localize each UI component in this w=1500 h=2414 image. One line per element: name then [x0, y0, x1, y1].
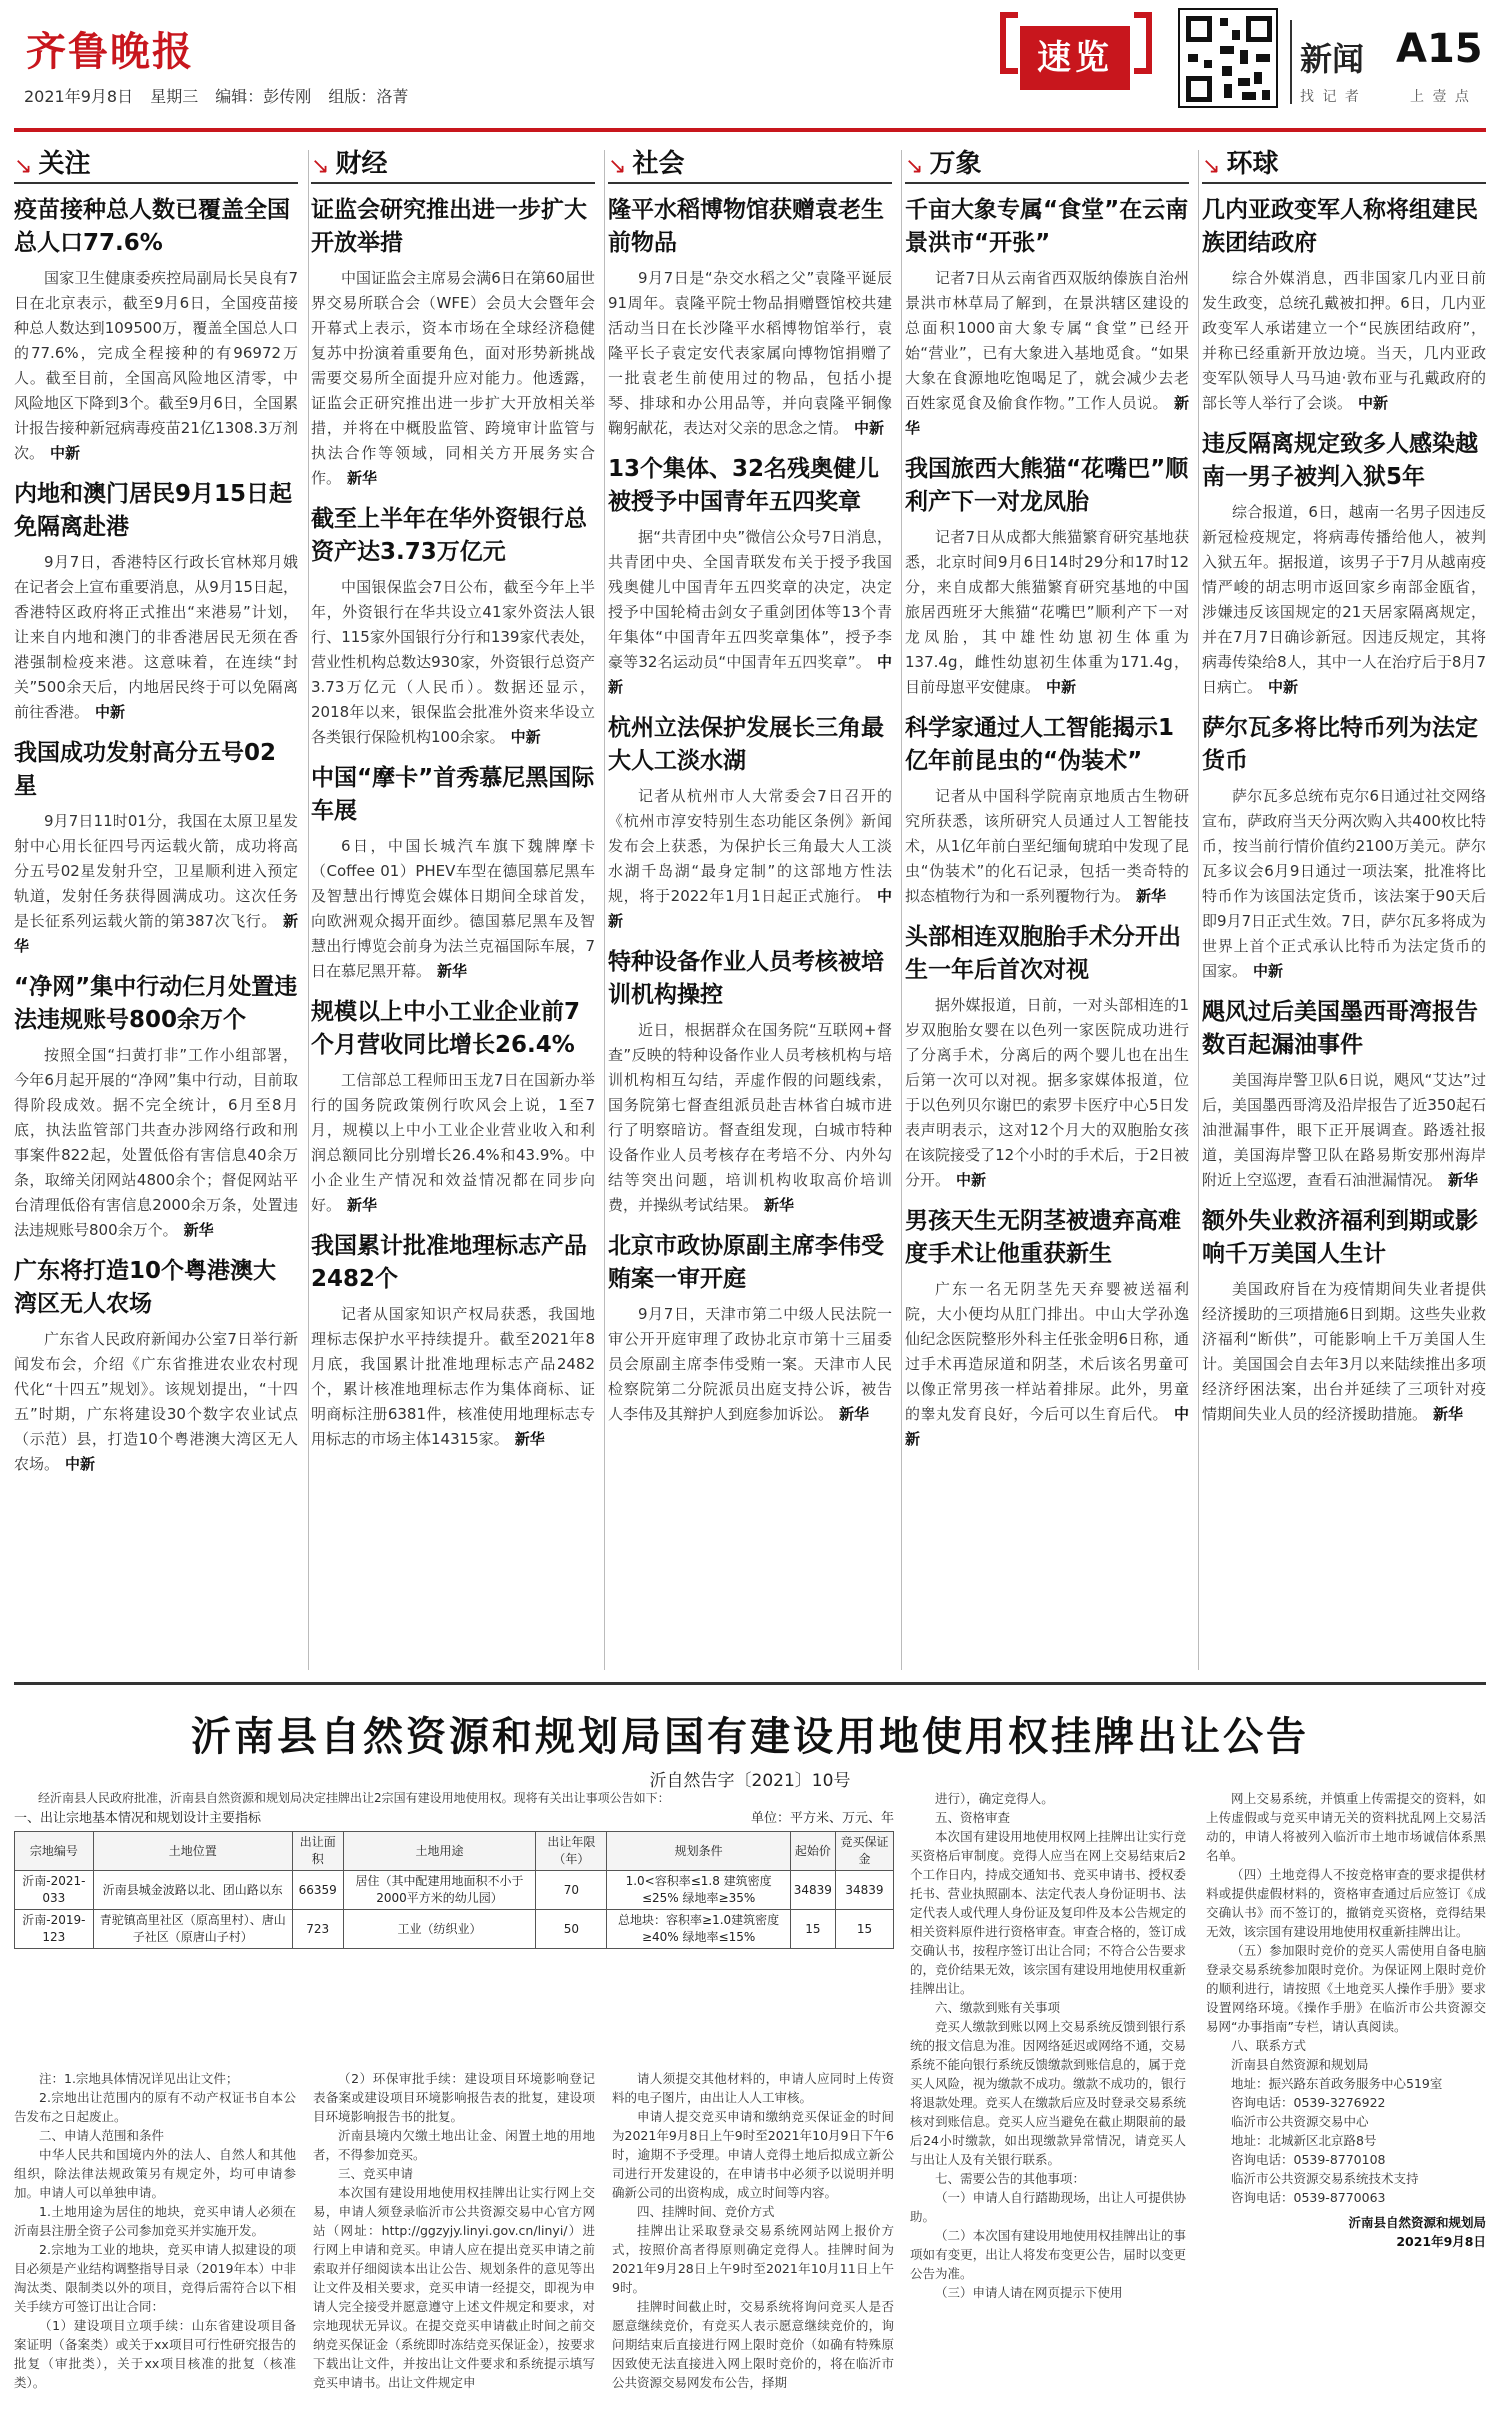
heading-arrow-icon: ↘: [14, 154, 33, 179]
article-source: 新华: [514, 1430, 545, 1448]
article-text: 萨尔瓦多总统布克尔6日通过社交网络宣布，萨政府当天分两次购入共400枚比特币，按当前行情价值约2100万美元。萨尔瓦多议会6月9日通过一项法案，批准将比特币作为该国法定货币，该法案于90天后即9月7日正式生效。7日，萨尔瓦多将成为世界上首个正式承认比特币为法定货币的国家。: [1202, 787, 1486, 980]
news-article[interactable]: [905, 921, 1189, 1193]
notice-paragraph: 挂牌时间截止时，交易系统将询问竞买人是否愿意继续竞价，有竞买人表示愿意继续竞价的，询问期结束后直接进行网上限时竞价（如确有特殊原因致使无法直接进入网上限时竞价的，将在临沂市公共资源交易网发布公告，择期: [612, 2299, 894, 2390]
article-title[interactable]: 北京市政协原副主席李伟受贿案一审开庭: [608, 1233, 884, 1292]
article-body: [1202, 500, 1486, 700]
notice-paragraph: 挂牌出让采取登录交易系统网站网上报价方式，按照价高者得原则确定竞得人。挂牌时间为2021年9月28日上午9时至2021年10月11日上午9时。: [612, 2223, 894, 2295]
table-cell: 34839: [790, 1871, 835, 1910]
article-source: 中新: [1253, 962, 1284, 980]
article-source: 新华: [347, 1196, 378, 1214]
article-body: [1202, 1068, 1486, 1193]
notice-paragraph: 进行），确定竞得人。: [935, 1791, 1054, 1806]
news-article[interactable]: [14, 478, 298, 725]
qr-code-icon[interactable]: [1178, 8, 1278, 108]
table-header-row: [15, 1832, 894, 1871]
article-source: 中新: [1046, 678, 1077, 696]
article-source: 新华: [1433, 1405, 1464, 1423]
notice-col-4: [910, 1789, 1186, 2409]
article-body: [311, 266, 595, 491]
land-notice: [14, 1682, 1486, 2414]
notice-paragraph: 五、资格审查: [935, 1810, 1011, 1825]
article-source: 中新: [1358, 394, 1389, 412]
notice-code: 沂自然告字〔2021〕10号: [649, 1771, 851, 1791]
section-badge: 速览: [1020, 26, 1130, 90]
section-1-title: 一、出让宗地基本情况和规划设计主要指标: [14, 1811, 262, 1826]
article-text: 记者7日从成都大熊猫繁育研究基地获悉，北京时间9月6日14时29分和17时12分，来自成都大熊猫繁育研究基地的中国旅居西班牙大熊猫“花嘴巴”顺利产下一对龙凤胎，其中雄性幼崽初生体重为137.4g，雌性幼崽初生体重为171.4g，目前母崽平安健康。: [905, 528, 1189, 696]
heading-arrow-icon: ↘: [905, 154, 924, 179]
issue-date: 2021年9月8日: [24, 87, 134, 106]
notice-col-2: [313, 2069, 595, 2409]
notice-paragraph: 竞买人缴款到账以网上交易系统反馈到银行系统的报文信息为准。因网络延迟或网络不通，交易系统不能向银行系统反馈缴款到账信息的，属于竞买人风险，视为缴款不成功。缴款不成功的，银行将退款处理。竞买人在缴款后应及时登录交易系统核对到账信息。竞买人应当避免在截止期限前的最后24小时缴款，如出现缴款异常情况，请竞买人与出让人及有关银行联系。: [910, 2019, 1186, 2167]
article-source: 中新: [510, 728, 541, 746]
article-body: [14, 1043, 298, 1243]
table-cell: 沂南县城金波路以北、团山路以东: [93, 1871, 292, 1910]
heading-arrow-icon: ↘: [311, 154, 330, 179]
reporter-tag: 找 记 者: [1300, 89, 1361, 105]
news-article[interactable]: [608, 194, 892, 441]
article-text: 美国政府旨在为疫情期间失业者提供经济援助的三项措施6日到期。这些失业救济福利“断供”，可能影响上千万美国人生计。美国国会自去年3月以来陆续推出多项经济纾困法案，出台并延续了三项针对疫情期间失业人员的经济援助措施。: [1202, 1280, 1486, 1423]
article-text: 美国海岸警卫队6日说，飓风“艾达”过后，美国墨西哥湾及沿岸报告了近350起石油泄漏事件，眼下正开展调查。路透社报道，美国海岸警卫队在路易斯安那州海岸附近上空巡逻，查看石油泄漏情况。: [1202, 1071, 1486, 1189]
column-caijing: [311, 140, 595, 1682]
article-title[interactable]: 额外失业救济福利到期或影响千万美国人生计: [1202, 1208, 1478, 1267]
notice-left: [14, 1789, 894, 2409]
article-body: [905, 784, 1189, 909]
article-body: [311, 834, 595, 984]
news-article[interactable]: [1202, 428, 1486, 700]
table-header-cell: 规划条件: [607, 1832, 790, 1871]
article-body: [608, 784, 892, 934]
notice-right: [910, 1789, 1486, 2409]
badge-bracket-left: [1000, 12, 1018, 74]
article-text: 9月7日，天津市第二中级人民法院一审公开开庭审理了政协北京市第十三届委员会原副主席李伟受贿一案。天津市人民检察院第二分院派员出庭支持公诉，被告人李伟及其辩护人到庭参加诉讼。: [608, 1305, 892, 1423]
column-heading: [905, 140, 1189, 184]
column-divider: [604, 150, 605, 1670]
article-title[interactable]: 头部相连双胞胎手术分开出生一年后首次对视: [905, 924, 1181, 983]
news-article[interactable]: [905, 194, 1189, 441]
notice-paragraph: （三）申请人请在网页提示下使用: [935, 2285, 1123, 2300]
article-title[interactable]: 我国成功发射高分五号02星: [14, 740, 277, 799]
article-title[interactable]: 13个集体、32名残奥健儿被授予中国青年五四奖章: [608, 456, 880, 515]
column-divider: [308, 150, 309, 1670]
article-text: 广东省人民政府新闻办公室7日举行新闻发布会，介绍《广东省推进农业农村现代化“十四五”规划》。该规划提出，“十四五”时期，广东将建设30个数字农业试点（示范）县，打造10个粤港澳大湾区无人农场。: [14, 1330, 298, 1473]
column-title: 社会: [632, 149, 685, 179]
column-title: 关注: [38, 149, 91, 179]
article-title[interactable]: 萨尔瓦多将比特币列为法定货币: [1202, 715, 1478, 774]
article-body: [905, 266, 1189, 441]
article-source: 中新: [95, 703, 126, 721]
notice-paragraph: （一）申请人自行踏勘现场，出让人可提供协助。: [910, 2190, 1186, 2224]
news-article[interactable]: [1202, 1205, 1486, 1427]
table-header-cell: 土地位置: [93, 1832, 292, 1871]
article-body: [608, 266, 892, 441]
table-cell: 居住（其中配建用地面积不小于2000平方米的幼儿园）: [343, 1871, 536, 1910]
article-title[interactable]: 我国旅西大熊猫“花嘴巴”顺利产下一对龙凤胎: [905, 456, 1189, 515]
column-title: 财经: [335, 149, 388, 179]
article-text: 综合报道，6日，越南一名男子因违反新冠检疫规定，将病毒传播给他人，被判入狱五年。据报道，该男子于7月从越南疫情严峻的胡志明市返回家乡南部金瓯省，涉嫌违反该国规定的21天居家隔离规定，并在7月7日确诊新冠。因违反规定，其将病毒传染给8人，其中一人在治疗后于8月7日病亡。: [1202, 503, 1486, 696]
news-article[interactable]: [14, 194, 298, 466]
article-body: [1202, 784, 1486, 984]
article-title[interactable]: 广东将打造10个粤港澳大湾区无人农场: [14, 1258, 277, 1317]
notice-body-left: [14, 2069, 894, 2409]
notice-paragraph: 中华人民共和国境内外的法人、自然人和其他组织，除法律法规政策另有规定外，均可申请参加。申请人可以单独申请。: [14, 2147, 296, 2200]
notice-paragraph: 网上交易系统，并慎重上传需提交的资料，如上传虚假或与竞买申请无关的资料扰乱网上交易活动的，申请人将被列入临沂市土地市场诚信体系黑名单。: [1206, 1791, 1486, 1863]
notice-paragraph: （1）建设项目立项手续：山东省建设项目备案证明（备案类）或关于xx项目可行性研究报告的批复（审批类），关于xx项目核准的批复（核准类）。: [14, 2318, 296, 2390]
column-title: 环球: [1226, 149, 1279, 179]
article-source: 中新: [50, 444, 81, 462]
article-body: [1202, 266, 1486, 416]
column-divider: [901, 150, 902, 1670]
article-body: [1202, 1277, 1486, 1427]
heading-arrow-icon: ↘: [1202, 154, 1221, 179]
article-body: [608, 1018, 892, 1218]
notice-paragraph: 沂南县境内欠缴土地出让金、闲置土地的用地者，不得参加竞买。: [313, 2128, 595, 2162]
article-text: 据外媒报道，日前，一对头部相连的1岁双胞胎女婴在以色列一家医院成功进行了分离手术，分离后的两个婴儿也在出生后第一次可以对视。据多家媒体报道，位于以色列贝尔谢巴的索罗卡医疗中心5日发表声明表示，这对12个月大的双胞胎女孩在该院接受了12个小时的手术后，于2日被分开。: [905, 996, 1189, 1189]
table-cell: 66359: [292, 1871, 343, 1910]
article-body: [311, 1068, 595, 1218]
table-cell: 青驼镇高里社区（原高里村）、唐山子社区（原唐山子村）: [93, 1910, 292, 1949]
issue-editor: 编辑：彭传刚: [215, 87, 312, 106]
table-header-cell: 出让年限（年）: [536, 1832, 607, 1871]
article-title[interactable]: 男孩天生无阴茎被遗弃高难度手术让他重获新生: [905, 1208, 1181, 1267]
article-title[interactable]: 几内亚政变军人称将组建民族团结政府: [1202, 197, 1478, 256]
table-cell: 15: [790, 1910, 835, 1949]
notice-paragraph: 本次国有建设用地使用权挂牌出让实行网上交易，申请人须登录临沂市公共资源交易中心官方网站（网址：http://ggzyjy.linyi.gov.cn/linyi/）进行网上申请和竞买。申请人应在提出竞买申请之前索取并仔细阅读本出让公告、规划条件的意见等出让文件及相关要求，竞买申请一经提交，即视为申请人完全接受并愿意遵守上述文件规定和要求，对宗地现状无异议。在提交竞买申请截止时间之前交纳竞买保证金（系统即时冻结竞买保证金），按要求下载出让文件，并按出让文件要求和系统提示填写竞买申请书。出让文件规定申: [313, 2185, 595, 2390]
column-heading: [608, 140, 892, 184]
article-text: 6日，中国长城汽车旗下魏牌摩卡（Coffee 01）PHEV车型在德国慕尼黑车及智慧出行博览会媒体日期间全球首发，向欧洲观众揭开面纱。德国慕尼黑车及智慧出行博览会前身为法兰克福国际车展，7日在慕尼黑开幕。: [311, 837, 595, 980]
table-body: [15, 1871, 894, 1949]
news-article[interactable]: [608, 712, 892, 934]
news-article[interactable]: [311, 996, 595, 1218]
news-article[interactable]: [905, 1205, 1189, 1452]
article-text: 工信部总工程师田玉龙7日在国新办举行的国务院政策例行吹风会上说，1至7月，规模以上中小工业企业营业收入和利润总额同比分别增长26.4%和43.9%。中小企业生产情况和效益情况都在同步向好。: [311, 1071, 595, 1214]
notice-paragraph: 三、竞买申请: [338, 2166, 414, 2181]
article-title[interactable]: 我国累计批准地理标志产品2482个: [311, 1233, 587, 1292]
article-title[interactable]: 疫苗接种总人数已覆盖全国总人口77.6%: [14, 197, 290, 256]
article-text: 记者从杭州市人大常委会7日召开的《杭州市淳安特别生态功能区条例》新闻发布会上获悉，为保护长三角最大人工淡水湖千岛湖“最身定制”的这部地方性法规，将于2022年1月1日起正式施行。: [608, 787, 892, 905]
column-heading: [1202, 140, 1486, 184]
article-source: 新华: [764, 1196, 795, 1214]
article-text: 中国证监会主席易会满6日在第60届世界交易所联合会（WFE）会员大会暨年会开幕式上表示，资本市场在全球经济稳健复苏中扮演着重要角色，面对形势新挑战需要交易所全面提升应对能力。他透露，证监会正研究推出进一步扩大开放相关举措，并将在中概股监管、跨境审计监管与执法合作等领域，同相关方开展务实合作。: [311, 269, 595, 487]
notice-paragraph: 地址：北城新区北京路8号: [1231, 2133, 1377, 2148]
article-text: 广东一名无阴茎先天弃婴被送福利院，大小便均从肛门排出。中山大学孙逸仙纪念医院整形外科主任张金明6日称，通过手术再造尿道和阴茎，术后该名男童可以像正常男孩一样站着排尿。此外，男童的睾丸发育良好，今后可以生育后代。: [905, 1280, 1189, 1423]
article-title[interactable]: 中国“摩卡”首秀慕尼黑国际车展: [311, 765, 595, 824]
article-body: [14, 1327, 298, 1477]
notice-paragraph: （五）参加限时竞价的竞买人需使用自备电脑登录交易系统参加限时竞价。为保证网上限时竞价的顺利进行，请按照《土地竞买人操作手册》要求设置网络环境。《操作手册》在临沂市公共资源交易网“办事指南”专栏，请认真阅读。: [1206, 1943, 1486, 2034]
article-body: [905, 525, 1189, 700]
news-article[interactable]: [905, 453, 1189, 700]
land-table: [14, 1831, 894, 1949]
column-wanxiang: [905, 140, 1189, 1682]
table-cell: 15: [835, 1910, 893, 1949]
notice-paragraph: 二、申请人范围和条件: [39, 2128, 165, 2143]
notice-paragraph: 1.土地用途为居住的地块，竞买申请人必须在沂南县注册全资子公司参加竞买并实施开发。: [14, 2204, 296, 2238]
article-text: 近日，根据群众在国务院“互联网+督查”反映的特种设备作业人员考核机构与培训机构相互勾结，弄虚作假的问题线索，国务院第七督查组派员赴吉林省白城市进行了明察暗访。督查组发现，白城市特种设备作业人员考核存在考培不分、内外勾结等突出问题，培训机构收取高价培训费，并操纵考试结果。: [608, 1021, 892, 1214]
news-article[interactable]: [608, 453, 892, 700]
table-row: [15, 1910, 894, 1949]
app-tag: 上 壹 点: [1410, 89, 1471, 105]
notice-col-1: [14, 2069, 296, 2409]
notice-paragraph: 咨询电话：0539-8770063: [1231, 2190, 1386, 2205]
article-source: 中新: [956, 1171, 987, 1189]
news-article[interactable]: [905, 712, 1189, 909]
table-header-cell: 土地用途: [343, 1832, 536, 1871]
article-title[interactable]: 规模以上中小工业企业前7个月营收同比增长26.4%: [311, 999, 581, 1058]
notice-paragraph: 咨询电话：0539-8770108: [1231, 2152, 1386, 2167]
article-source: 新华: [347, 469, 378, 487]
article-body: [608, 1302, 892, 1427]
article-text: 记者从中国科学院南京地质古生物研究所获悉，该所研究人员通过人工智能技术，从1亿年前白垩纪缅甸琥珀中发现了昆虫“伪装术”的化石记录，包括一类奇特的拟态植物行为和一系列覆物行为。: [905, 787, 1189, 905]
notice-paragraph: 沂南县自然资源和规划局: [1231, 2057, 1369, 2072]
notice-col-5: [1206, 1789, 1486, 2409]
article-title[interactable]: “净网”集中行动仨月处置违法违规账号800余万个: [14, 974, 298, 1033]
article-source: 中新: [905, 1405, 1189, 1448]
news-article[interactable]: [1202, 996, 1486, 1193]
masthead: [0, 0, 1500, 130]
article-source: 新华: [1136, 887, 1167, 905]
column-title: 万象: [929, 149, 982, 179]
table-unit: 单位：平方米、万元、年: [750, 1811, 894, 1826]
news-article[interactable]: [608, 1230, 892, 1427]
notice-paragraph: 2.宗地出让范围内的原有不动产权证书自本公告发布之日起废止。: [14, 2090, 296, 2124]
notice-paragraph: 七、需要公告的其他事项：: [935, 2171, 1086, 2186]
notice-paragraph: 请人须提交其他材料的，申请人应同时上传资料的电子图片，由出让人人工审核。: [612, 2071, 894, 2105]
table-cell: 沂南-2021-033: [15, 1871, 94, 1910]
page-number: A15: [1396, 26, 1483, 72]
heading-arrow-icon: ↘: [608, 154, 627, 179]
table-cell: 沂南-2019-123: [15, 1910, 94, 1949]
article-source: 新华: [839, 1405, 870, 1423]
article-text: 中国银保监会7日公布，截至今年上半年，外资银行在华共设立41家外资法人银行、115家外国银行分行和139家代表处，营业性机构总数达930家，外资银行总资产3.73万亿元（人民币）。数据还显示，2018年以来，银保监会批准外资来华设立各类银行保险机构100余家。: [311, 578, 595, 746]
article-title[interactable]: 证监会研究推出进一步扩大开放举措: [311, 197, 587, 256]
issue-weekday: 星期三: [150, 87, 199, 106]
table-cell: 1.0<容积率≤1.8 建筑密度≤25% 绿地率≥35%: [607, 1871, 790, 1910]
notice-paragraph: 2.宗地为工业的地块，竞买申请人拟建设的项目必须是产业结构调整指导目录（2019年本）中非淘汰类、限制类以外的项目，竞得后需符合以下相关手续方可签订出让合同：: [14, 2242, 296, 2314]
table-cell: 总地块：容积率≥1.0建筑密度≥40% 绿地率≤15%: [607, 1910, 790, 1949]
newspaper-logo[interactable]: 齐鲁晚报: [26, 28, 194, 75]
notice-paragraph: （二）本次国有建设用地使用权挂牌出让的事项如有变更，出让人将发布变更公告，届时以变更公告为准。: [910, 2228, 1186, 2281]
table-cell: 50: [536, 1910, 607, 1949]
notice-paragraph: 本次国有建设用地使用权网上挂牌出让实行竞买资格后审制度。竞得人应当在网上交易结束后2个工作日内，持成交通知书、竞买申请书、授权委托书、营业执照副本、法定代表人身份证明书、法定代表人或代理人身份证及复印件及本公告规定的相关资料原件进行资格审查。审查合格的，签订成交确认书，按程序签订出让合同；不符合公告要求的，竞价结果无效，该宗国有建设用地使用权重新挂牌出让。: [910, 1829, 1186, 1996]
article-source: 中新: [854, 419, 885, 437]
article-body: [14, 266, 298, 466]
table-header-cell: 竞买保证金: [835, 1832, 893, 1871]
news-article[interactable]: [608, 946, 892, 1218]
article-text: 9月7日是“杂交水稻之父”袁隆平诞辰91周年。袁隆平院士物品捐赠暨馆校共建活动当日在长沙隆平水稻博物馆举行，袁隆平长子袁定安代表家属向博物馆捐赠了一批袁老生前使用过的物品，包括小提琴、排球和办公用品等，并向袁隆平铜像鞠躬献花，表达对父亲的思念之情。: [608, 269, 892, 437]
article-source: 中新: [608, 653, 892, 696]
article-title[interactable]: 违反隔离规定致多人感染越南一男子被判入狱5年: [1202, 431, 1478, 490]
table-header-cell: 宗地编号: [15, 1832, 94, 1871]
issue-layout: 组版：洛菁: [328, 87, 409, 106]
table-header-cell: 出让面积: [292, 1832, 343, 1871]
article-title[interactable]: 飓风过后美国墨西哥湾报告数百起漏油事件: [1202, 999, 1478, 1058]
news-article[interactable]: [311, 1230, 595, 1452]
article-source: 新华: [905, 394, 1189, 437]
column-huanqiu: [1202, 140, 1486, 1682]
article-source: 中新: [65, 1455, 96, 1473]
article-text: 记者从国家知识产权局获悉，我国地理标志保护水平持续提升。截至2021年8月底，我国累计批准地理标志产品2482个，累计核准地理标志作为集体商标、证明商标注册6381件，核准使用地理标志专用标志的市场主体14315家。: [311, 1305, 595, 1448]
article-body: [311, 575, 595, 750]
article-source: 中新: [608, 887, 892, 930]
notice-paragraph: 咨询电话：0539-3276922: [1231, 2095, 1386, 2110]
notice-paragraph: 注：1.宗地具体情况详见出让文件；: [39, 2071, 239, 2086]
news-article[interactable]: [311, 194, 595, 491]
table-header-cell: 起始价: [790, 1832, 835, 1871]
article-body: [905, 1277, 1189, 1452]
article-text: 国家卫生健康委疾控局副局长吴良有7日在北京表示，截至9月6日，全国疫苗接种总人数达到109500万，覆盖全国总人口的77.6%，完成全程接种的有96972万人。截至目前，全国高风险地区清零，中风险地区下降到3个。截至9月6日，全国累计报告接种新冠病毒疫苗21亿1308.3万剂次。: [14, 269, 298, 462]
notice-sign-date: 2021年9月8日: [1396, 2234, 1486, 2249]
article-body: [14, 550, 298, 725]
notice-paragraph: （2）环保审批手续：建设项目环境影响登记表备案或建设项目环境影响报告表的批复，建设项目环境影响报告书的批复。: [313, 2071, 595, 2124]
issue-meta: [24, 84, 420, 107]
table-cell: 723: [292, 1910, 343, 1949]
article-text: 记者7日从云南省西双版纳傣族自治州景洪市林草局了解到，在景洪辖区建设的总面积1000亩大象专属“食堂”已经开始“营业”，已有大象进入基地觅食。“如果大象在食源地吃饱喝足了，就会减少去老百姓家觅食及偷食作物。”工作人员说。: [905, 269, 1189, 412]
column-guanzhu: [14, 140, 298, 1682]
article-body: [14, 809, 298, 959]
column-shehui: [608, 140, 892, 1682]
article-text: 综合外媒消息，西非国家几内亚日前发生政变，总统孔戴被扣押。6日，几内亚政变军人承诺建立一个“民族团结政府”，并称已经重新开放边境。当天，几内亚政变军队领导人马马迪·敦布亚与孔戴政府的部长等人举行了会谈。: [1202, 269, 1486, 412]
page-info: [1300, 20, 1490, 130]
column-heading: [14, 140, 298, 184]
notice-title: 沂南县自然资源和规划局国有建设用地使用权挂牌出让公告: [191, 1713, 1309, 1760]
section-name: 新闻: [1300, 40, 1365, 78]
masthead-rule: [14, 128, 1486, 132]
news-article[interactable]: [311, 503, 595, 750]
article-title[interactable]: 千亩大象专属“食堂”在云南景洪市“开张”: [905, 197, 1189, 256]
table-row: [15, 1871, 894, 1910]
article-text: 据“共青团中央”微信公众号7日消息，共青团中央、全国青联发布关于授予我国残奥健儿中国青年五四奖章的决定，决定授予中国轮椅击剑女子重剑团体等13个青年集体“中国青年五四奖章集体”，授予李豪等32名运动员“中国青年五四奖章”。: [608, 528, 892, 671]
notice-paragraph: （四）土地竞得人不按竞格审查的要求提供材料或提供虚假材料的，资格审查通过后应签订《成交确认书》而不签订的，撤销竞买资格，竞得结果无效，该宗国有建设用地使用权重新挂牌出让。: [1206, 1867, 1486, 1939]
news-article[interactable]: [14, 737, 298, 959]
table-cell: 70: [536, 1871, 607, 1910]
news-article[interactable]: [311, 762, 595, 984]
masthead-divider: [1290, 20, 1292, 104]
notice-section-1: [14, 1809, 894, 1829]
article-text: 9月7日11时01分，我国在太原卫星发射中心用长征四号丙运载火箭，成功将高分五号02星发射升空，卫星顺利进入预定轨道，发射任务获得圆满成功。这次任务是长征系列运载火箭的第387次飞行。: [14, 812, 298, 930]
article-title[interactable]: 特种设备作业人员考核被培训机构操控: [608, 949, 884, 1008]
news-columns: [14, 140, 1486, 1682]
article-source: 新华: [437, 962, 468, 980]
article-title[interactable]: 科学家通过人工智能揭示1亿年前昆虫的“伪装术”: [905, 715, 1175, 774]
news-article[interactable]: [1202, 712, 1486, 984]
article-source: 新华: [1448, 1171, 1479, 1189]
news-article[interactable]: [14, 971, 298, 1243]
notice-col-3: [612, 2069, 894, 2409]
column-heading: [311, 140, 595, 184]
article-title[interactable]: 内地和澳门居民9月15日起免隔离赴港: [14, 481, 293, 540]
notice-paragraph: 临沂市公共资源交易中心: [1231, 2114, 1369, 2129]
notice-intro: 经沂南县人民政府批准，沂南县自然资源和规划局决定挂牌出让2宗国有建设用地使用权。现将有关出让事项公告如下：: [38, 1791, 670, 1805]
article-text: 9月7日，香港特区行政长官林郑月娥在记者会上宣布重要消息，从9月15日起，香港特区政府将正式推出“来港易”计划，让来自内地和澳门的非香港居民无须在香港强制检疫来港。这意味着，在连续“封关”500余天后，内地居民终于可以免隔离前往香港。: [14, 553, 298, 721]
article-source: 新华: [14, 912, 298, 955]
news-article[interactable]: [14, 1255, 298, 1477]
notice-paragraph: 八、联系方式: [1231, 2038, 1307, 2053]
notice-paragraph: 四、挂牌时间、竞价方式: [637, 2204, 775, 2219]
article-source: 新华: [183, 1221, 214, 1239]
article-title[interactable]: 杭州立法保护发展长三角最大人工淡水湖: [608, 715, 884, 774]
notice-paragraph: 临沂市公共资源交易系统技术支持: [1231, 2171, 1419, 2186]
notice-paragraph: 申请人提交竞买申请和缴纳竞买保证金的时间为2021年9月8日上午9时至2021年10月9日下午6时，逾期不予受理。申请人竞得土地后拟成立新公司进行开发建设的，在申请书中必须予以说明并明确新公司的出资构成，成立时间等内容。: [612, 2109, 894, 2200]
table-cell: 34839: [835, 1871, 893, 1910]
article-body: [905, 993, 1189, 1193]
table-cell: 工业（纺织业）: [343, 1910, 536, 1949]
notice-paragraph: 六、缴款到账有关事项: [935, 2000, 1061, 2015]
notice-signature: 沂南县自然资源和规划局: [1348, 2215, 1486, 2230]
article-body: [311, 1302, 595, 1452]
column-divider: [1198, 150, 1199, 1670]
badge-bracket-right: [1134, 12, 1152, 74]
article-body: [608, 525, 892, 700]
news-article[interactable]: [1202, 194, 1486, 416]
article-source: 中新: [1268, 678, 1299, 696]
notice-paragraph: 地址：振兴路东首政务服务中心519室: [1231, 2076, 1443, 2091]
article-text: 按照全国“扫黄打非”工作小组部署，今年6月起开展的“净网”集中行动，目前取得阶段成效。据不完全统计，6月至8月底，执法监管部门共查办涉网络行政和刑事案件822起，处置低俗有害信息40余万条，取缔关闭网站4800余个；督促网站平台清理低俗有害信息2000余万条，处置违法违规账号800余万个。: [14, 1046, 298, 1239]
article-title[interactable]: 隆平水稻博物馆获赠袁老生前物品: [608, 197, 884, 256]
article-title[interactable]: 截至上半年在华外资银行总资产达3.73万亿元: [311, 506, 587, 565]
